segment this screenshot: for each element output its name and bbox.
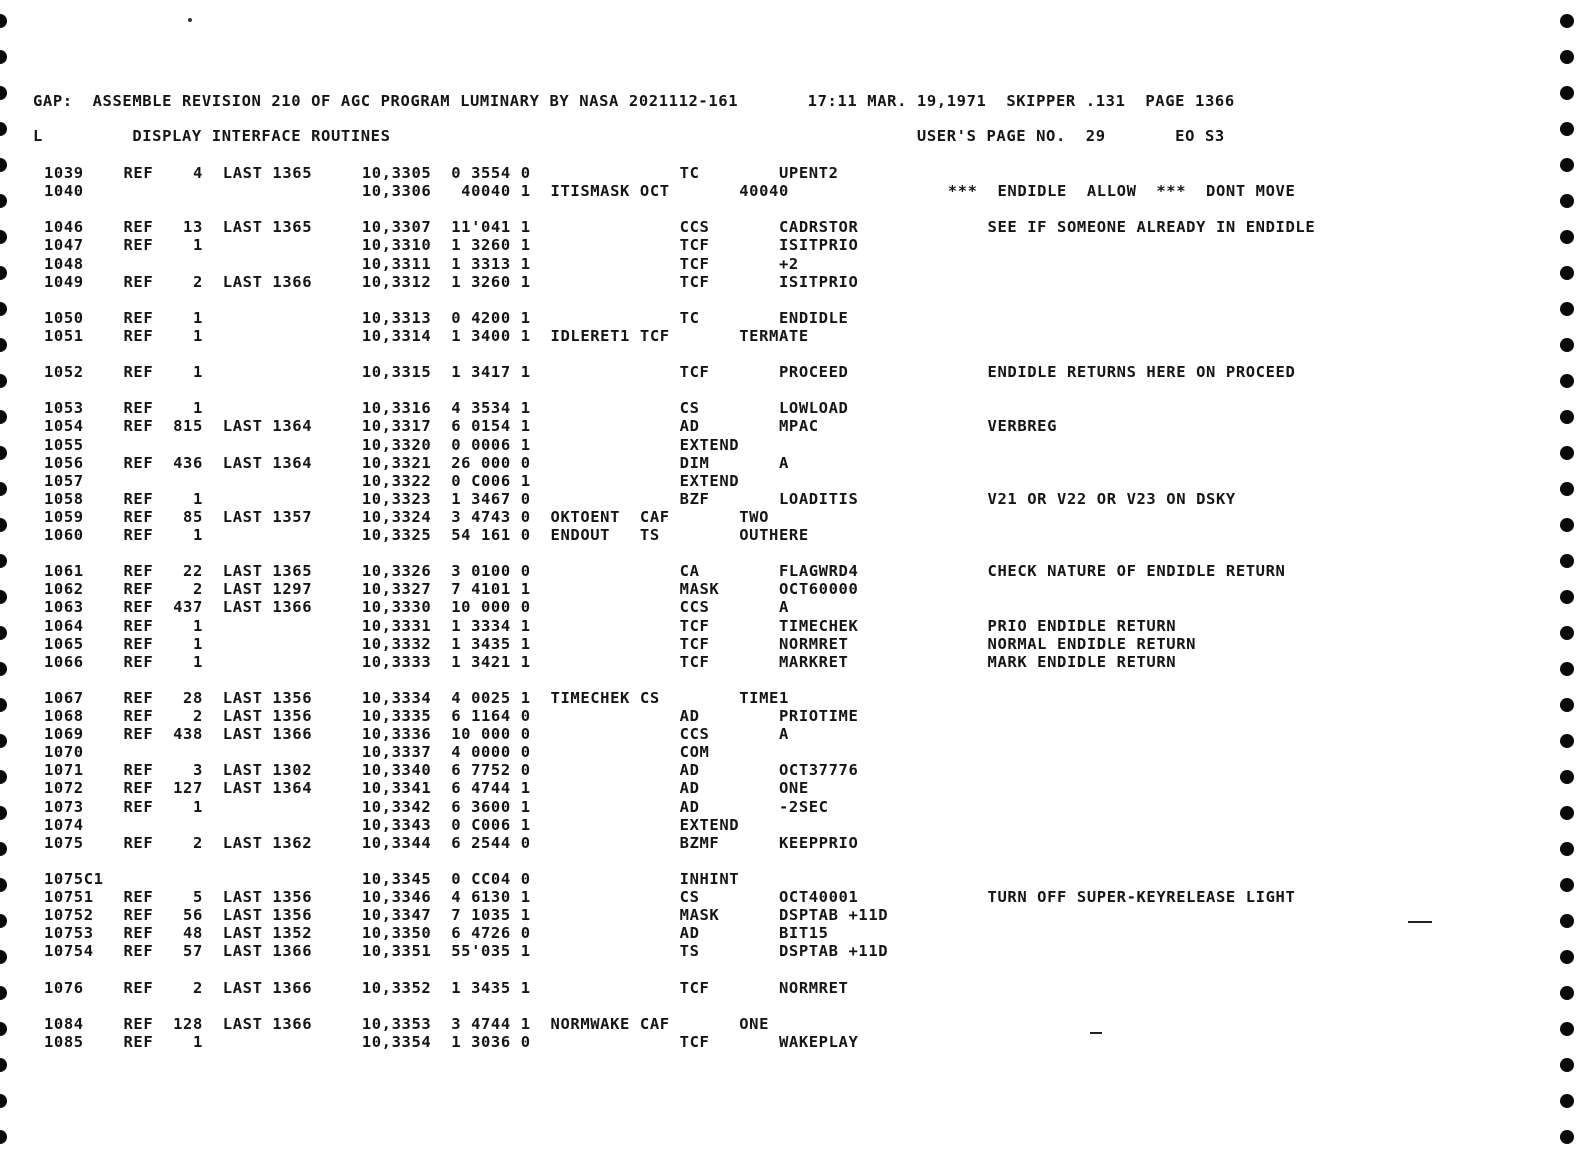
listing-row: 10752 REF 56 LAST 1356 10,3347 7 1035 1 MASK DSPTAB +11D [44, 906, 889, 925]
feed-hole [1560, 410, 1574, 424]
feed-hole [1560, 338, 1574, 352]
feed-hole [0, 1058, 7, 1072]
header-line-1: GAP: ASSEMBLE REVISION 210 OF AGC PROGRAM LUMINARY BY NASA 2021112-161 17:11 MAR. 19,1971 SKIPPER .131 PAGE 1366 [33, 92, 1235, 110]
feed-hole [1560, 302, 1574, 316]
feed-hole [0, 806, 7, 820]
feed-hole [0, 338, 7, 352]
feed-hole [0, 518, 7, 532]
feed-hole [1560, 14, 1574, 28]
feed-hole [0, 122, 7, 136]
feed-hole [0, 590, 7, 604]
listing-row: 1066 REF 1 10,3333 1 3421 1 TCF MARKRET MARK ENDIDLE RETURN [44, 652, 1177, 671]
feed-hole [0, 626, 7, 640]
feed-hole [0, 410, 7, 424]
feed-hole [0, 14, 7, 28]
listing-row: 1061 REF 22 LAST 1365 10,3326 3 0100 0 CA FLAGWRD4 CHECK NATURE OF ENDIDLE RETURN [44, 562, 1286, 581]
feed-hole [1560, 230, 1574, 244]
feed-hole [0, 698, 7, 712]
listing-row: 1056 REF 436 LAST 1364 10,3321 26 000 0 DIM A [44, 453, 789, 472]
feed-hole [0, 662, 7, 676]
feed-hole [0, 1094, 7, 1108]
feed-hole [0, 50, 7, 64]
listing-row: 1075C1 10,3345 0 CC04 0 INHINT [44, 869, 740, 888]
feed-hole [1560, 446, 1574, 460]
listing-row: 1063 REF 437 LAST 1366 10,3330 10 000 0 CCS A [44, 598, 789, 617]
feed-hole [1560, 158, 1574, 172]
feed-hole [1560, 194, 1574, 208]
listing-row: 10754 REF 57 LAST 1366 10,3351 55'035 1 TS DSPTAB +11D [44, 942, 889, 961]
feed-hole [0, 554, 7, 568]
smudge-mark [1408, 921, 1432, 923]
speck [188, 18, 192, 22]
listing-row: 1070 10,3337 4 0000 0 COM [44, 743, 710, 762]
listing-row: 1085 REF 1 10,3354 1 3036 0 TCF WAKEPLAY [44, 1032, 859, 1051]
feed-hole [1560, 950, 1574, 964]
listing-row: 1051 REF 1 10,3314 1 3400 1 IDLERET1 TCF TERMATE [44, 326, 809, 345]
listing-row: 1067 REF 28 LAST 1356 10,3334 4 0025 1 TIMECHEK CS TIME1 [44, 688, 789, 707]
feed-hole [1560, 590, 1574, 604]
feed-hole [1560, 698, 1574, 712]
feed-hole [1560, 554, 1574, 568]
feed-hole [0, 482, 7, 496]
feed-hole [0, 1022, 7, 1036]
listing-row: 1055 10,3320 0 0006 1 EXTEND [44, 435, 740, 454]
listing-row: 1073 REF 1 10,3342 6 3600 1 AD -2SEC [44, 797, 829, 816]
listing-row: 10751 REF 5 LAST 1356 10,3346 4 6130 1 CS OCT40001 TURN OFF SUPER-KEYRELEASE LIGHT [44, 888, 1296, 906]
feed-hole [0, 302, 7, 316]
listing-row: 1075 REF 2 LAST 1362 10,3344 6 2544 0 BZMF KEEPPRIO [44, 833, 859, 852]
feed-hole [1560, 1094, 1574, 1108]
listing-row: 1052 REF 1 10,3315 1 3417 1 TCF PROCEED ENDIDLE RETURNS HERE ON PROCEED [44, 363, 1296, 382]
smudge-mark [1090, 1032, 1102, 1034]
header-line-2: L DISPLAY INTERFACE ROUTINES USER'S PAGE NO. 29 EO S3 [33, 127, 1225, 145]
feed-hole [1560, 518, 1574, 532]
listing-row: 1069 REF 438 LAST 1366 10,3336 10 000 0 CCS A [44, 725, 789, 744]
feed-hole [1560, 914, 1574, 928]
feed-hole [0, 266, 7, 280]
feed-hole [0, 842, 7, 856]
listing-row: 1076 REF 2 LAST 1366 10,3352 1 3435 1 TCF NORMRET [44, 978, 849, 997]
feed-hole [1560, 50, 1574, 64]
listing-row: 1058 REF 1 10,3323 1 3467 0 BZF LOADITIS V21 OR V22 OR V23 ON DSKY [44, 489, 1236, 508]
feed-hole [0, 950, 7, 964]
feed-hole [1560, 734, 1574, 748]
feed-hole [1560, 878, 1574, 892]
feed-hole [1560, 770, 1574, 784]
feed-hole [1560, 1130, 1574, 1144]
feed-hole [1560, 626, 1574, 640]
listing-row: 1059 REF 85 LAST 1357 10,3324 3 4743 0 OKTOENT CAF TWO [44, 507, 770, 526]
listing-row: 1057 10,3322 0 C006 1 EXTEND [44, 471, 740, 490]
listing-row: 1048 10,3311 1 3313 1 TCF +2 [44, 254, 799, 273]
feed-hole [0, 986, 7, 1000]
feed-hole [0, 158, 7, 172]
feed-hole [1560, 86, 1574, 100]
feed-hole [1560, 482, 1574, 496]
feed-hole [1560, 806, 1574, 820]
listing-row: 1072 REF 127 LAST 1364 10,3341 6 4744 1 AD ONE [44, 779, 809, 798]
listing-row: 1054 REF 815 LAST 1364 10,3317 6 0154 1 AD MPAC VERBREG [44, 417, 1058, 436]
listing-row: 1060 REF 1 10,3325 54 161 0 ENDOUT TS OUTHERE [44, 526, 809, 544]
listing-row: 1074 10,3343 0 C006 1 EXTEND [44, 815, 740, 834]
listing-row: 1050 REF 1 10,3313 0 4200 1 TC ENDIDLE [44, 308, 849, 327]
listing-row: 1040 10,3306 40040 1 ITISMASK OCT 40040 *** ENDIDLE ALLOW *** DONT MOVE [44, 182, 1296, 201]
feed-hole [0, 770, 7, 784]
feed-hole [0, 194, 7, 208]
feed-hole [1560, 374, 1574, 388]
feed-hole [0, 734, 7, 748]
listing-row: 1047 REF 1 10,3310 1 3260 1 TCF ISITPRIO [44, 236, 859, 255]
listing-row: 1065 REF 1 10,3332 1 3435 1 TCF NORMRET NORMAL ENDIDLE RETURN [44, 634, 1197, 653]
feed-hole [0, 914, 7, 928]
feed-hole [0, 230, 7, 244]
feed-hole [0, 374, 7, 388]
listing-row: 1046 REF 13 LAST 1365 10,3307 11'041 1 CCS CADRSTOR SEE IF SOMEONE ALREADY IN ENDIDLE [44, 218, 1316, 237]
feed-hole [1560, 986, 1574, 1000]
listing-row: 1064 REF 1 10,3331 1 3334 1 TCF TIMECHEK PRIO ENDIDLE RETURN [44, 616, 1177, 635]
listing-row: 1053 REF 1 10,3316 4 3534 1 CS LOWLOAD [44, 399, 849, 418]
feed-hole [0, 1130, 7, 1144]
feed-hole [1560, 122, 1574, 136]
listing-row: 1068 REF 2 LAST 1356 10,3335 6 1164 0 AD PRIOTIME [44, 707, 859, 725]
feed-hole [0, 878, 7, 892]
feed-hole [0, 446, 7, 460]
feed-hole [1560, 266, 1574, 280]
feed-hole [1560, 1022, 1574, 1036]
listing-row: 1049 REF 2 LAST 1366 10,3312 1 3260 1 TCF ISITPRIO [44, 272, 859, 291]
listing-row: 10753 REF 48 LAST 1352 10,3350 6 4726 0 AD BIT15 [44, 924, 829, 943]
feed-hole [1560, 1058, 1574, 1072]
listing-row: 1071 REF 3 LAST 1302 10,3340 6 7752 0 AD OCT37776 [44, 761, 859, 780]
listing-row: 1084 REF 128 LAST 1366 10,3353 3 4744 1 NORMWAKE CAF ONE [44, 1014, 770, 1033]
feed-hole [0, 86, 7, 100]
feed-hole [1560, 842, 1574, 856]
listing-row: 1039 REF 4 LAST 1365 10,3305 0 3554 0 TC UPENT2 [44, 164, 839, 182]
feed-hole [1560, 662, 1574, 676]
listing-row: 1062 REF 2 LAST 1297 10,3327 7 4101 1 MASK OCT60000 [44, 580, 859, 599]
